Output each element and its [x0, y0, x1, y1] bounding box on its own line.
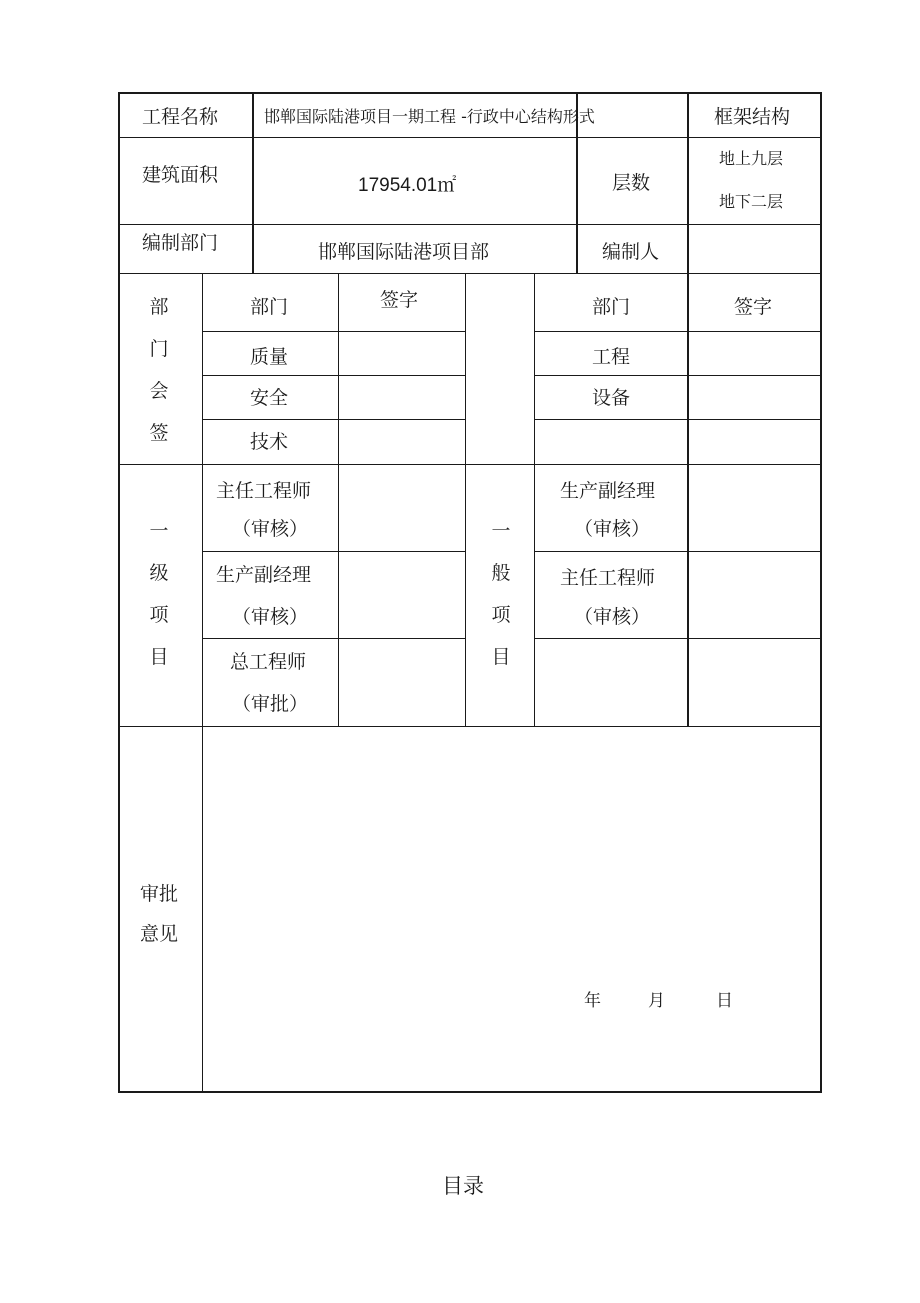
grid-line: [465, 273, 466, 726]
level1-action: （审批）: [232, 693, 309, 715]
countersign-left-sign-header: 签字: [380, 289, 419, 311]
countersign-left-row: 质量: [250, 346, 289, 368]
grid-line: [202, 551, 465, 552]
general-role: 主任工程师: [560, 567, 656, 589]
grid-line: [118, 464, 822, 465]
countersign-side-label: 部 门 会 签: [149, 296, 169, 444]
approval-form: [118, 92, 822, 1093]
general-action: （审核）: [574, 518, 651, 540]
grid-line: [534, 375, 822, 376]
countersign-right-sign-header: 签字: [734, 296, 773, 318]
grid-line: [202, 331, 465, 332]
general-action: （审核）: [574, 606, 651, 628]
floors-label: 层数: [612, 172, 651, 194]
dept-value: 邯郸国际陆港项目部: [318, 241, 490, 263]
grid-line: [202, 375, 465, 376]
level1-role: 主任工程师: [216, 480, 312, 502]
date-month-label: 月: [648, 991, 665, 1011]
grid-line: [118, 137, 822, 138]
level1-role: 总工程师: [230, 651, 307, 673]
date-year-label: 年: [584, 991, 601, 1011]
countersign-left-row: 技术: [250, 431, 289, 453]
countersign-left-row: 安全: [250, 387, 289, 409]
author-label: 编制人: [602, 241, 660, 263]
countersign-right-dept-header: 部门: [592, 296, 631, 318]
grid-line: [202, 419, 465, 420]
grid-line: [118, 224, 822, 225]
opinion-label-line1: 审批: [140, 883, 179, 905]
grid-line: [534, 638, 822, 639]
grid-line: [534, 331, 822, 332]
border-top: [118, 92, 822, 94]
general-side-label: 一 般 项 目: [491, 520, 511, 668]
table-of-contents-title: 目录: [442, 1174, 484, 1198]
countersign-right-row: 设备: [592, 387, 631, 409]
project-name-value: 邯郸国际陆港项目一期工程 -行政中心结构形式: [264, 107, 595, 126]
grid-line: [687, 273, 689, 726]
project-name-label: 工程名称: [142, 106, 219, 128]
grid-line: [202, 273, 203, 1091]
level1-action: （审核）: [232, 606, 309, 628]
level1-action: （审核）: [232, 518, 309, 540]
border-right: [820, 92, 822, 1093]
level1-side-label: 一 级 项 目: [149, 520, 169, 668]
grid-line: [687, 92, 689, 273]
countersign-right-row: 工程: [592, 346, 631, 368]
grid-line: [202, 638, 465, 639]
area-label: 建筑面积: [142, 164, 219, 186]
date-day-label: 日: [716, 991, 733, 1011]
grid-line: [118, 726, 822, 727]
floors-below-value: 地下二层: [719, 192, 784, 211]
grid-line: [534, 273, 535, 726]
countersign-left-dept-header: 部门: [250, 296, 289, 318]
border-bottom: [118, 1091, 822, 1093]
level1-role: 生产副经理: [216, 564, 312, 586]
structure-type-value: 框架结构: [714, 106, 791, 128]
border-left: [118, 92, 120, 1093]
grid-line: [338, 273, 339, 726]
floors-above-value: 地上九层: [719, 149, 784, 168]
grid-line: [534, 419, 822, 420]
general-role: 生产副经理: [560, 480, 656, 502]
grid-line: [252, 92, 254, 273]
dept-label: 编制部门: [142, 232, 219, 254]
grid-line: [534, 551, 822, 552]
opinion-label-line2: 意见: [140, 923, 179, 945]
area-value: 17954.01㎡: [358, 175, 457, 196]
grid-line: [118, 273, 822, 274]
